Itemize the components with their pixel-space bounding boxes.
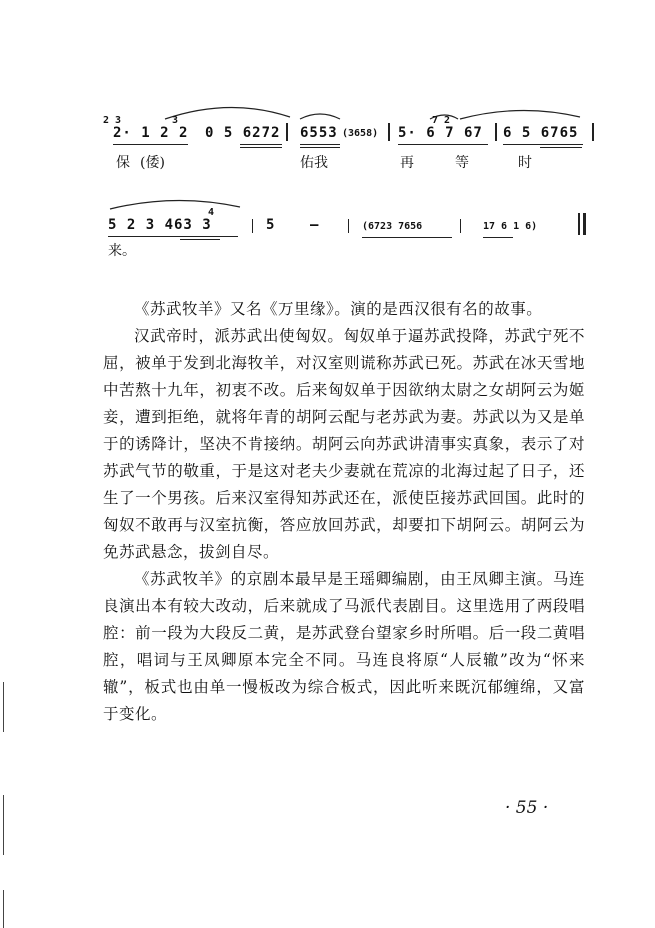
beam (540, 147, 582, 148)
beam (180, 239, 220, 240)
measure-1b: 0 5 6272 (205, 125, 281, 141)
paragraph-story: 汉武帝时，派苏武出使匈奴。匈奴单于逼苏武投降，苏武宁死不屈，被单于发到北海牧羊，对汉室则谎称苏武已死。苏武在冰天雪地中苦熬十九年，初衷不改。后来匈奴单于因欲纳太尉之女胡阿云为姬妾，遭到拒绝，就将年青的胡阿云配与老苏武为妻。苏武以为又是单于的诱降计，坚决不肯接纳。胡阿云向苏武讲清事实真象，表示了对苏武气节的敬重，于是这对老夫少妻就在荒凉的北海过起了日子，还生了一个男孩。后来汉室得知苏武还在，派使臣接苏武回国。此时的匈奴不敢再与汉室抗衡，答应放回苏武，却要扣下胡阿云。胡阿云为免苏武悬念，拔剑自尽。 (103, 327, 585, 561)
lyric: 再 (400, 155, 414, 171)
measure-1: 5 2 3 463 3 (108, 217, 212, 233)
lyric: 时 (518, 155, 532, 171)
beam (362, 237, 452, 238)
lyric: 佑我 (300, 155, 328, 171)
beam (398, 144, 488, 145)
slur-arcs-line-2 (0, 195, 655, 225)
beam (108, 236, 238, 237)
page-number: · 55 · (505, 798, 549, 818)
end-barline (578, 213, 580, 235)
beam (240, 144, 282, 145)
grace-notes: 7 2 (432, 115, 451, 126)
lyric: 保 (116, 155, 130, 171)
beam (113, 144, 188, 145)
scan-edge-mark (3, 795, 4, 855)
beam (503, 144, 583, 145)
grace-top: 3 (172, 115, 179, 126)
measure-2: 5 (266, 217, 276, 233)
barline (286, 123, 288, 141)
score-line-1 (0, 95, 655, 175)
measure-3: 17 6 1 6) (483, 221, 538, 232)
measure-2b: (3658) (342, 128, 379, 139)
interlude: (6723 7656 (362, 221, 423, 232)
lyric: (倭) (140, 155, 165, 171)
sustain-dash: – (310, 217, 320, 233)
scan-edge-mark (3, 682, 4, 732)
barline (388, 123, 390, 141)
grace-top: 4 (208, 207, 215, 218)
beam (300, 147, 340, 148)
measure-3: 5· 6 7 67 (398, 125, 483, 141)
measure-4: 6 5 6765 (503, 125, 579, 141)
beam (483, 237, 513, 238)
barline (252, 219, 253, 233)
beam (240, 147, 282, 148)
paragraph-intro: 《苏武牧羊》又名《万里缘》。演的是西汉很有名的故事。 (134, 300, 543, 318)
lyric: 来。 (108, 243, 136, 259)
end-barline (583, 213, 586, 235)
grace-notes: 2 3 (103, 115, 122, 126)
barline (460, 219, 461, 233)
barline (592, 123, 594, 141)
paragraph-history: 《苏武牧羊》的京剧本最早是王瑶卿编剧，由王凤卿主演。马连良演出本有较大改动，后来就成了马派代表剧目。这里选用了两段唱腔：前一段为大段反二黄，是苏武登台望家乡时所唱。后一段二黄唱腔，唱词与王凤卿原本完全不同。马连良将原“人辰辙”改为“怀来辙”，板式也由单一慢板改为综合板式，因此听来既沉郁缠绵，又富于变化。 (103, 570, 585, 723)
barline (348, 219, 349, 233)
body-text (103, 296, 585, 728)
measure-2: 6553 (300, 125, 338, 141)
beam (300, 144, 340, 145)
measure-1: 2· 1 2 2 (113, 125, 189, 141)
score-line-2 (0, 195, 655, 265)
lyric: 等 (455, 155, 469, 171)
scan-edge-mark (3, 890, 4, 928)
barline (495, 123, 497, 141)
